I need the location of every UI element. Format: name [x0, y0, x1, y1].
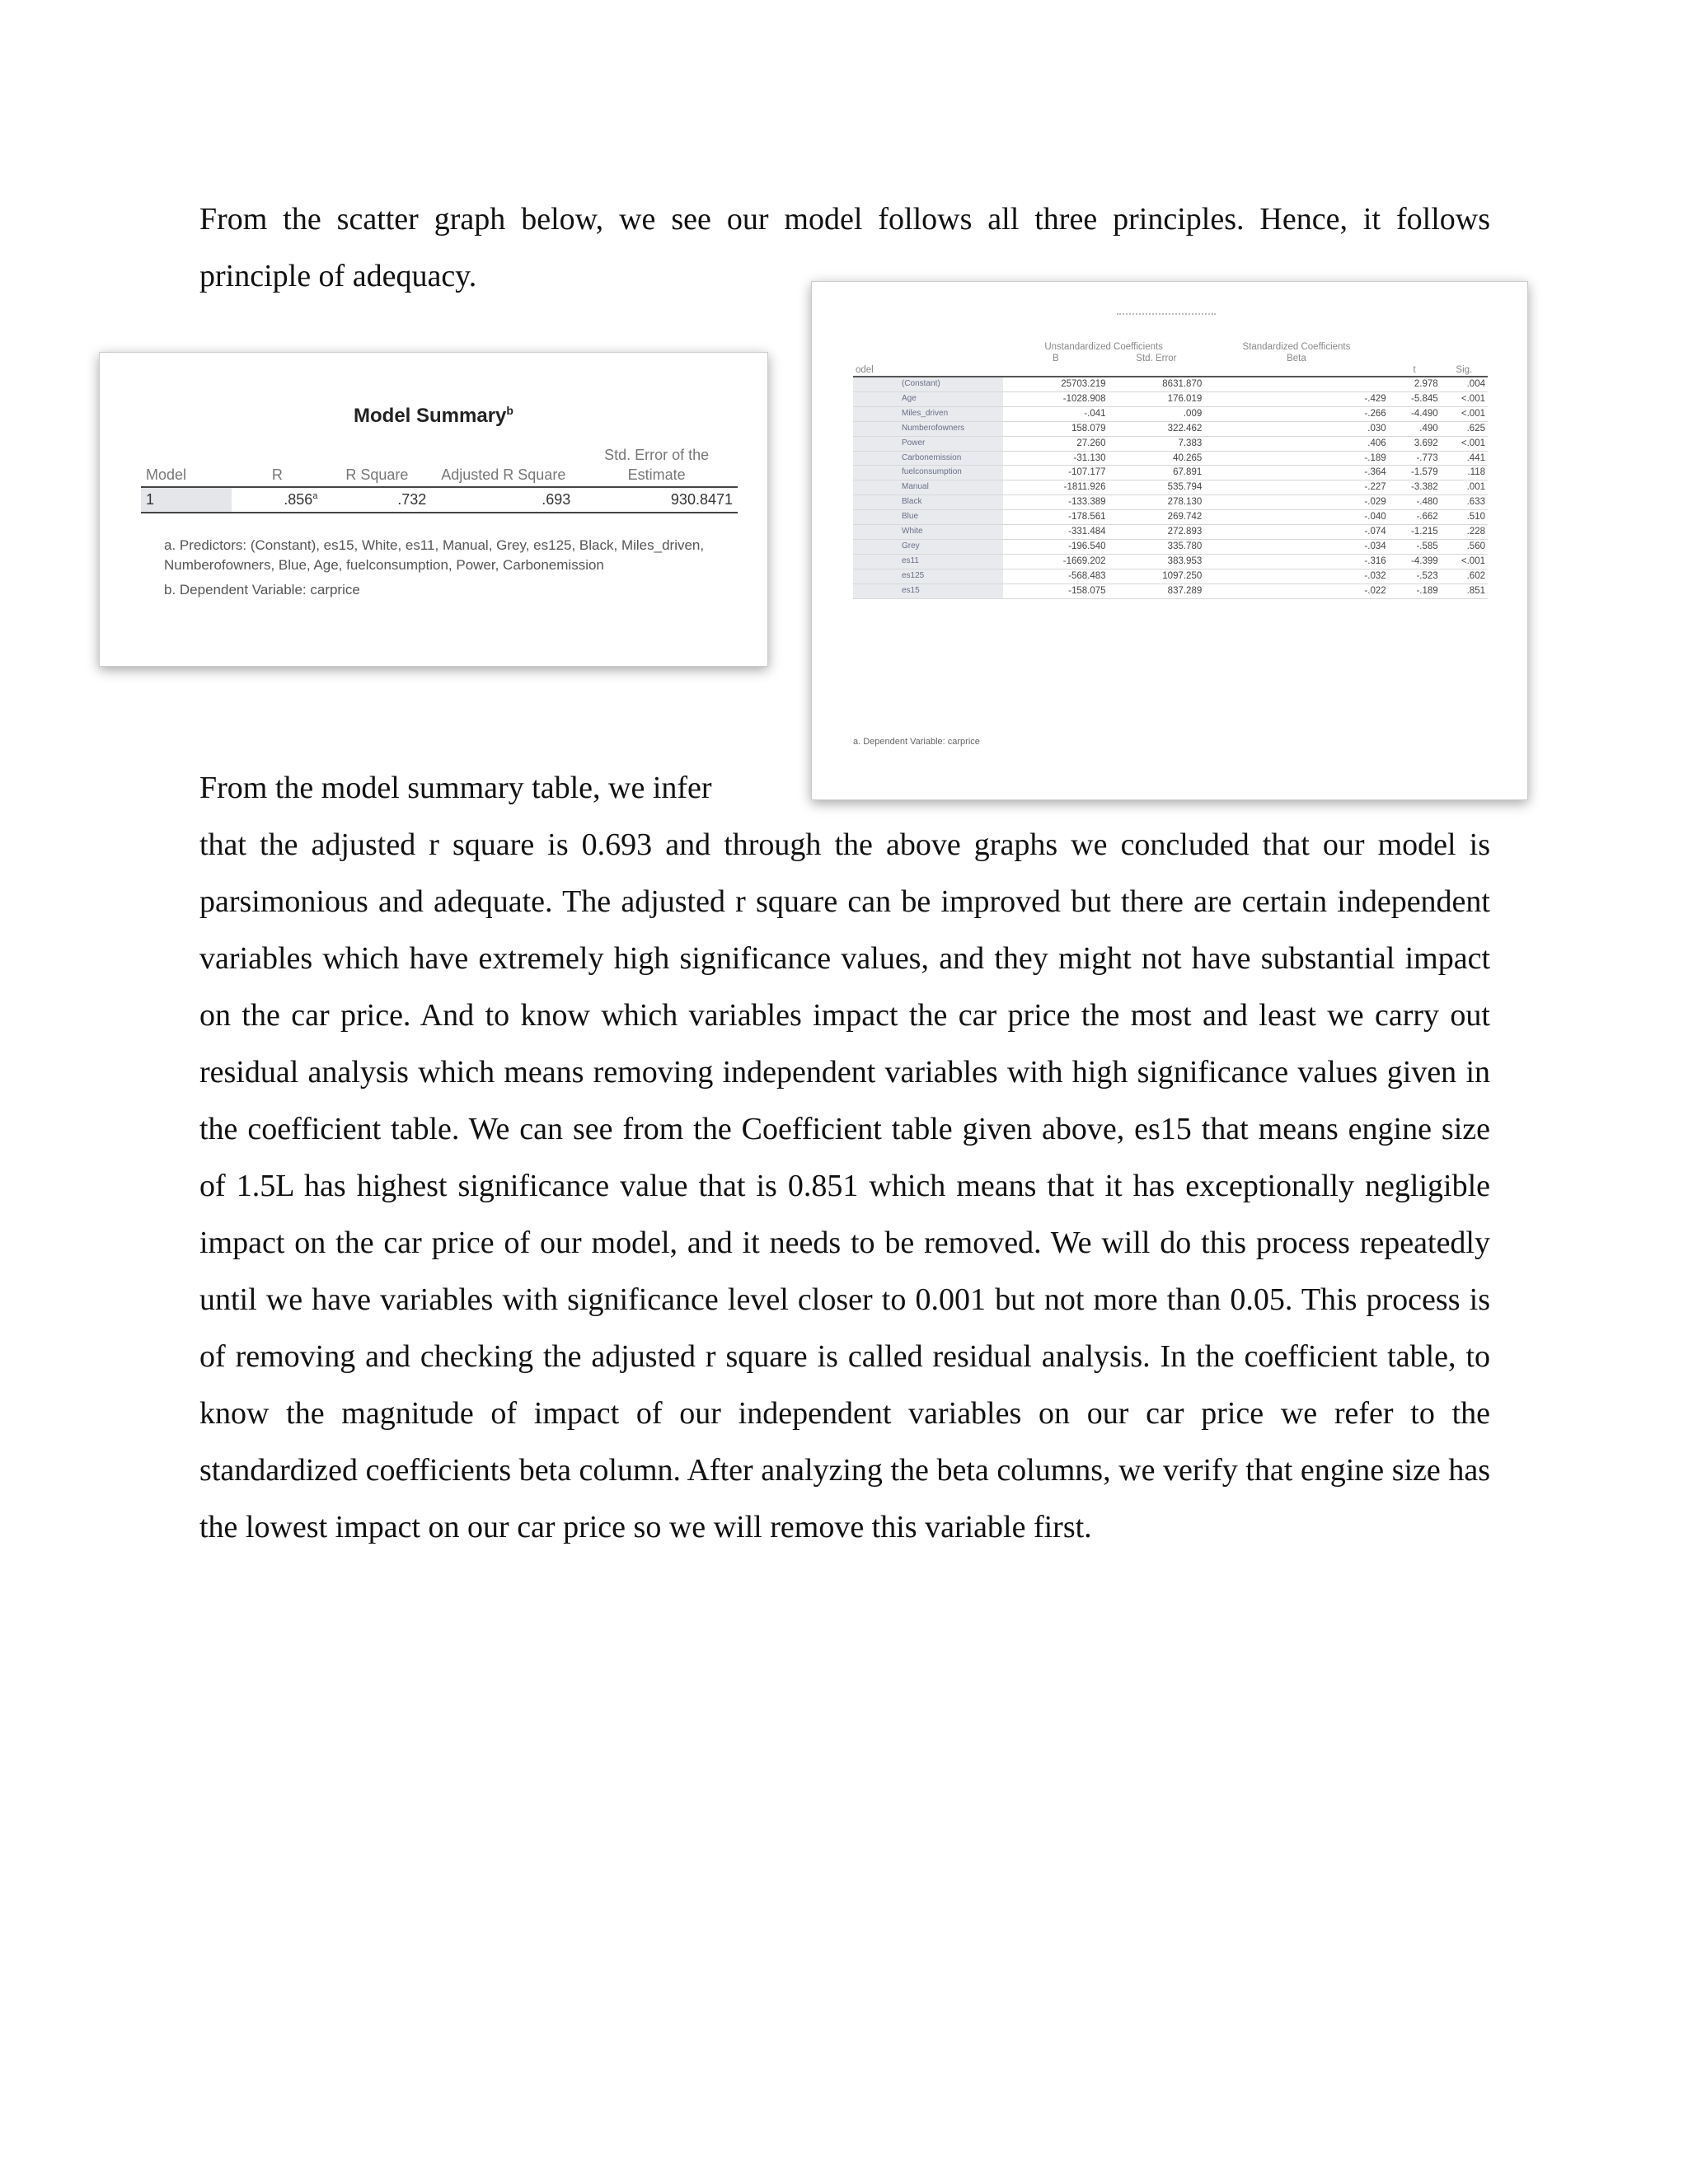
variable-label: Manual — [899, 480, 1003, 495]
header-unstandardized: Unstandardized Coefficients — [1044, 342, 1163, 352]
variable-label: es15 — [899, 583, 1003, 598]
beta-value: -.316 — [1204, 554, 1388, 569]
variable-label: Blue — [899, 510, 1003, 525]
variable-label: Carbonemission — [899, 451, 1003, 466]
b-value: 158.079 — [1003, 421, 1109, 436]
t-value: -.773 — [1389, 451, 1441, 466]
b-value: -331.484 — [1003, 525, 1109, 540]
header-adjusted-r-square: Adjusted R Square — [441, 466, 566, 483]
std-error-value: 272.893 — [1109, 525, 1205, 540]
beta-value: -.227 — [1204, 480, 1388, 495]
header-std-error: Std. Error — [1136, 354, 1177, 363]
variable-label: fuelconsumption — [899, 466, 1003, 480]
sig-value: .228 — [1441, 525, 1488, 540]
variable-label: Black — [899, 495, 1003, 510]
beta-value: .030 — [1204, 421, 1388, 436]
header-model: odel — [856, 365, 874, 375]
variable-label: Numberofowners — [899, 421, 1003, 436]
std-error-value: 335.780 — [1109, 539, 1205, 554]
variable-label: (Constant) — [899, 377, 1003, 391]
model-cell — [853, 510, 899, 525]
std-error-value: 8631.870 — [1109, 377, 1205, 391]
b-value: -133.389 — [1003, 495, 1109, 510]
beta-value: -.364 — [1204, 466, 1388, 480]
sig-value: .004 — [1441, 377, 1488, 391]
b-value: 25703.219 — [1003, 377, 1109, 391]
beta-value: -.022 — [1204, 583, 1388, 598]
model-cell — [853, 436, 899, 451]
sig-value: .851 — [1441, 583, 1488, 598]
model-summary-title: Model Summary$^b$ — [354, 404, 513, 427]
sig-value: .560 — [1441, 539, 1488, 554]
beta-value: -.032 — [1204, 569, 1388, 583]
beta-value: -.429 — [1204, 391, 1388, 406]
table-row — [853, 525, 1488, 540]
table-row — [853, 436, 1488, 451]
beta-value: -.029 — [1204, 495, 1388, 510]
table-row — [853, 421, 1488, 436]
r-value: .856$^a$ — [284, 491, 318, 508]
paragraph-intro: From the scatter graph below, we see our model follows all three principles. Hence, it follows principle of adequacy. — [199, 202, 1490, 293]
sig-value: <.001 — [1441, 391, 1488, 406]
variable-label: Power — [899, 436, 1003, 451]
paragraph-residual-analysis: that the adjusted r square is 0.693 and through the above graphs we concluded that our model is parsimonious and adequate. The adjusted r square can be improved but there are certain independent variables which have extremely high significance values, and they might not have substantial impact on the car price. And to know which variables impact the car price the most and least we carry out residual analysis which means removing independent variables with high significance values given in the coefficient table. We can see from the Coefficient table given above, es15 that means engine size of 1.5L has highest significance value that is 0.851 which means that it has exceptionally negligible impact on the car price of our model, and it needs to be removed. We will do this process repeatedly until we have variables with significance level closer to 0.001 but not more than 0.05. This process is of removing and checking the adjusted r square is called residual analysis. In the coefficient table, to know the magnitude of impact of our independent variables on our car price we refer to the standardized coefficients beta column. After analyzing the beta columns, we verify that engine size has the lowest impact on our car price so we will remove this variable first. — [199, 827, 1490, 1544]
std-error-value: 930.8471 — [670, 491, 733, 508]
variable-label: es125 — [899, 569, 1003, 583]
table-row — [853, 569, 1488, 583]
t-value: .490 — [1389, 421, 1441, 436]
coefficients-screenshot — [811, 281, 1528, 800]
header-standardized: Standardized Coefficients — [1242, 342, 1351, 352]
model-summary-notes — [164, 536, 741, 605]
model-summary-screenshot — [99, 352, 768, 667]
sig-value: .001 — [1441, 480, 1488, 495]
header-r-square: R Square — [345, 466, 409, 483]
model-summary-table — [141, 443, 738, 513]
header-sig: Sig. — [1456, 365, 1473, 375]
t-value: -.523 — [1389, 569, 1441, 583]
adjusted-r-square-value: .693 — [542, 491, 571, 508]
note-predictors: a. Predictors: (Constant), es15, White, es11, Manual, Grey, es125, Black, Miles_driven, Numberofowners, Blue, Age, fuelconsumption, Power, Carbonemission — [164, 537, 705, 573]
table-row — [853, 391, 1488, 406]
note-dependent-variable: b. Dependent Variable: carprice — [164, 582, 360, 598]
b-value: -107.177 — [1003, 466, 1109, 480]
model-cell — [853, 391, 899, 406]
b-value: -1811.926 — [1003, 480, 1109, 495]
std-error-value: 837.289 — [1109, 583, 1205, 598]
t-value: -.662 — [1389, 510, 1441, 525]
b-value: -.041 — [1003, 406, 1109, 421]
sig-value: .118 — [1441, 466, 1488, 480]
model-cell — [853, 495, 899, 510]
sig-value: .441 — [1441, 451, 1488, 466]
model-cell — [853, 406, 899, 421]
t-value: -1.215 — [1389, 525, 1441, 540]
std-error-value: 535.794 — [1109, 480, 1205, 495]
b-value: -178.561 — [1003, 510, 1109, 525]
sig-value: .625 — [1441, 421, 1488, 436]
header-t: t — [1413, 365, 1416, 375]
variable-label: Miles_driven — [899, 406, 1003, 421]
sig-value: <.001 — [1441, 436, 1488, 451]
table-row — [853, 539, 1488, 554]
std-error-value: 383.953 — [1109, 554, 1205, 569]
blurred-title — [1117, 313, 1216, 316]
beta-value: -.189 — [1204, 451, 1388, 466]
beta-value: -.074 — [1204, 525, 1388, 540]
table-row — [853, 495, 1488, 510]
header-model: Model — [146, 466, 187, 483]
beta-value: -.034 — [1204, 539, 1388, 554]
sig-value: <.001 — [1441, 406, 1488, 421]
b-value: -1028.908 — [1003, 391, 1109, 406]
std-error-value: 67.891 — [1109, 466, 1205, 480]
model-cell — [853, 466, 899, 480]
std-error-value: 176.019 — [1109, 391, 1205, 406]
table-row — [853, 406, 1488, 421]
model-cell — [853, 569, 899, 583]
t-value: 2.978 — [1389, 377, 1441, 391]
table-row — [853, 377, 1488, 391]
model-cell — [853, 583, 899, 598]
sig-value: .510 — [1441, 510, 1488, 525]
t-value: -1.579 — [1389, 466, 1441, 480]
table-row — [853, 510, 1488, 525]
t-value: -.585 — [1389, 539, 1441, 554]
t-value: -3.382 — [1389, 480, 1441, 495]
b-value: -568.483 — [1003, 569, 1109, 583]
model-cell — [853, 377, 899, 391]
b-value: -196.540 — [1003, 539, 1109, 554]
model-number: 1 — [141, 487, 232, 513]
variable-label: Age — [899, 391, 1003, 406]
std-error-value: 40.265 — [1109, 451, 1205, 466]
t-value: -.189 — [1389, 583, 1441, 598]
std-error-value: 278.130 — [1109, 495, 1205, 510]
beta-value: -.266 — [1204, 406, 1388, 421]
header-b: B — [1052, 354, 1059, 363]
b-value: 27.260 — [1003, 436, 1109, 451]
t-value: -4.399 — [1389, 554, 1441, 569]
std-error-value: 269.742 — [1109, 510, 1205, 525]
beta-value — [1204, 377, 1388, 391]
sig-value: .633 — [1441, 495, 1488, 510]
std-error-value: 7.383 — [1109, 436, 1205, 451]
coefficients-table — [853, 341, 1488, 599]
table-row — [141, 487, 738, 513]
std-error-value: 322.462 — [1109, 421, 1205, 436]
std-error-value: 1097.250 — [1109, 569, 1205, 583]
variable-label: Grey — [899, 539, 1003, 554]
t-value: 3.692 — [1389, 436, 1441, 451]
sig-value: .602 — [1441, 569, 1488, 583]
model-cell — [853, 451, 899, 466]
paragraph-model-summary-start: From the model summary table, we infer — [199, 771, 712, 805]
header-std-error: Std. Error of the Estimate — [604, 447, 710, 483]
model-cell — [853, 421, 899, 436]
table-row — [853, 451, 1488, 466]
model-cell — [853, 480, 899, 495]
header-r: R — [271, 466, 283, 483]
r-square-value: .732 — [397, 491, 427, 508]
coefficients-footnote: a. Dependent Variable: carprice — [853, 737, 980, 747]
t-value: -.480 — [1389, 495, 1441, 510]
model-cell — [853, 554, 899, 569]
sig-value: <.001 — [1441, 554, 1488, 569]
model-cell — [853, 539, 899, 554]
b-value: -1669.202 — [1003, 554, 1109, 569]
table-row — [853, 480, 1488, 495]
b-value: -158.075 — [1003, 583, 1109, 598]
beta-value: .406 — [1204, 436, 1388, 451]
variable-label: White — [899, 525, 1003, 540]
header-beta: Beta — [1287, 354, 1306, 363]
table-row — [853, 583, 1488, 598]
t-value: -4.490 — [1389, 406, 1441, 421]
table-row — [853, 554, 1488, 569]
model-cell — [853, 525, 899, 540]
beta-value: -.040 — [1204, 510, 1388, 525]
std-error-value: .009 — [1109, 406, 1205, 421]
table-row — [853, 466, 1488, 480]
variable-label: es11 — [899, 554, 1003, 569]
t-value: -5.845 — [1389, 391, 1441, 406]
b-value: -31.130 — [1003, 451, 1109, 466]
